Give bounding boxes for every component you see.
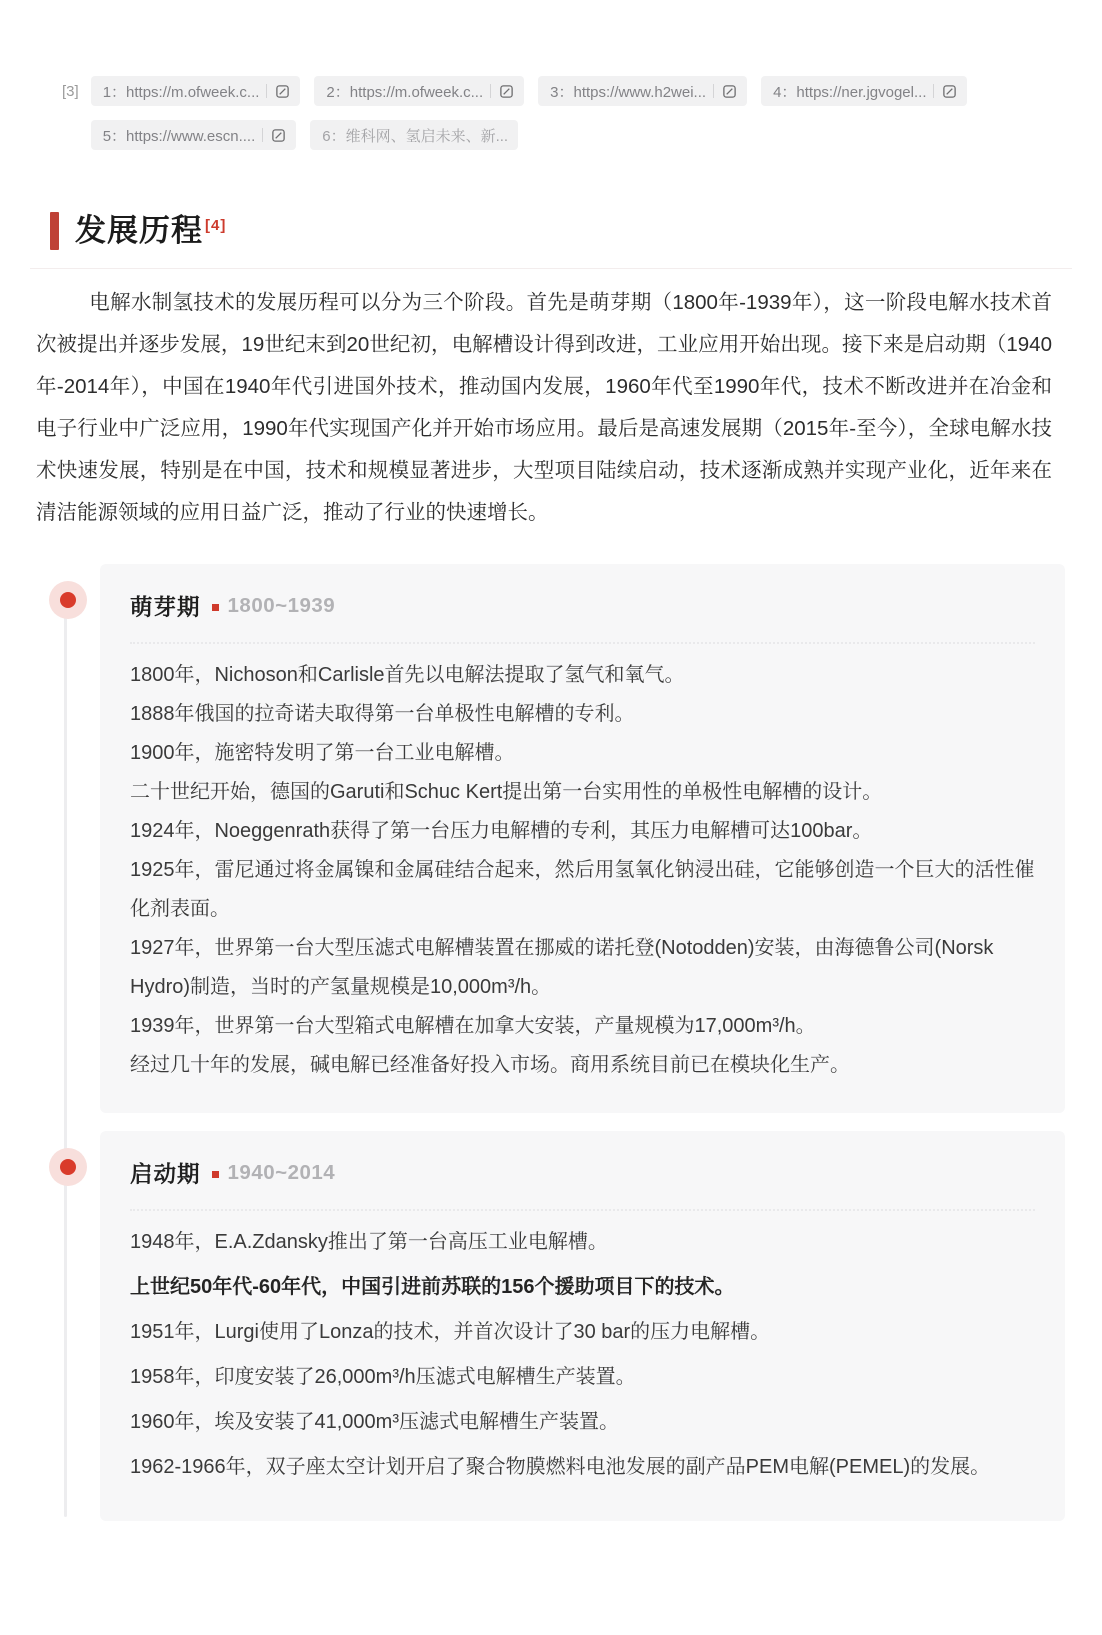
header-divider xyxy=(30,268,1072,269)
chip-divider xyxy=(713,84,714,98)
event-list xyxy=(130,1223,1035,1487)
timeline-item: 二十世纪开始，德国的Garuti和Schuc Kert提出第一台实用性的单极性电解槽的设计。 xyxy=(130,781,883,804)
timeline-item: 1925年，雷尼通过将金属镍和金属硅结合起来，然后用氢氧化钠浸出硅，它能够创造一个巨大的活性催化剂表面。 xyxy=(130,859,1035,921)
external-link-icon xyxy=(271,128,286,143)
intro-paragraph: 电解水制氢技术的发展历程可以分为三个阶段。首先是萌芽期（1800年-1939年），这一阶段电解水技术首次被提出并逐步发展，19世纪末到20世纪初，电解槽设计得到改进，工业应用开始出现。接下来是启动期（1940年-2014年），中国在1940年代引进国外技术，推动国内发展，1960年代至1990年代，技术不断改进并在冶金和电子行业中广泛应用，1990年代实现国产化并开始市场应用。最后是高速发展期（2015年-至今），全球电解水技术快速发展，特别是在中国，技术和规模显著进步，大型项目陆续启动，技术逐渐成熟并实现产业化，近年来在清洁能源领域的应用日益广泛，推动了行业的快速增长。 xyxy=(36,291,1052,525)
citation-link-text: 6：维科网、氢启未来、新... xyxy=(322,127,509,145)
citation-link-3[interactable] xyxy=(538,76,747,106)
stage-separator-square-icon xyxy=(212,1171,219,1178)
event-list xyxy=(130,656,1035,1085)
external-link-icon xyxy=(722,84,737,99)
citation-link-1[interactable] xyxy=(91,76,301,106)
citation-link-4[interactable] xyxy=(761,76,967,106)
timeline-item: 1939年，世界第一台大型箱式电解槽在加拿大安装，产量规模为17,000m³/h。 xyxy=(130,1015,816,1038)
timeline-item: 1800年，Nichoson和Carlisle首先以电解法提取了氢气和氧气。 xyxy=(130,664,685,687)
stage-date-range: 1800~1939 xyxy=(227,594,336,618)
references-bar xyxy=(62,76,1042,150)
card-divider xyxy=(130,1209,1035,1211)
stage-title: 萌芽期 xyxy=(130,595,201,621)
stage-separator-square-icon xyxy=(212,604,219,611)
timeline-item: 1960年，埃及安装了41,000m³压滤式电解槽生产装置。 xyxy=(130,1411,619,1434)
section-header xyxy=(50,210,1052,252)
chip-divider xyxy=(490,84,491,98)
citation-link-6[interactable] xyxy=(310,120,518,150)
external-link-icon xyxy=(275,84,290,99)
external-link-icon xyxy=(499,84,514,99)
timeline-card xyxy=(100,1131,1065,1521)
citation-chip-list xyxy=(91,76,1011,150)
citation-link-5[interactable] xyxy=(91,120,297,150)
stage-date-range: 1940~2014 xyxy=(227,1161,336,1185)
timeline-section-startup xyxy=(100,1131,1065,1521)
card-divider xyxy=(130,642,1035,644)
timeline-item: 1900年，施密特发明了第一台工业电解槽。 xyxy=(130,742,515,765)
timeline-rail xyxy=(64,606,67,1517)
timeline-item: 1958年，印度安装了26,000m³/h压滤式电解槽生产装置。 xyxy=(130,1366,636,1389)
external-link-icon xyxy=(942,84,957,99)
page-title-text: 发展历程 xyxy=(75,213,203,248)
stage-header xyxy=(130,1157,1035,1189)
citation-link-text: 1：https://m.ofweek.c... xyxy=(102,83,260,101)
timeline-section-germination xyxy=(100,564,1065,1113)
timeline-item: 1948年，E.A.Zdansky推出了第一台高压工业电解槽。 xyxy=(130,1231,608,1254)
timeline-item: 1962-1966年，双子座太空计划开启了聚合物膜燃料电池发展的副产品PEM电解(PEMEL)的发展。 xyxy=(130,1456,991,1479)
citation-ref[interactable]: [4] xyxy=(205,216,227,234)
timeline-dot-icon xyxy=(60,592,76,608)
timeline-card xyxy=(100,564,1065,1113)
citation-link-text: 4：https://ner.jgvogel... xyxy=(773,83,927,101)
timeline-item: 1927年，世界第一台大型压滤式电解槽装置在挪威的诺托登(Notodden)安装，由海德鲁公司(Norsk Hydro)制造，当时的产氢量规模是10,000m³/h。 xyxy=(130,937,994,999)
timeline-dot-icon xyxy=(60,1159,76,1175)
citation-link-text: 5：https://www.escn.... xyxy=(102,127,256,145)
timeline-item: 1888年俄国的拉奇诺夫取得第一台单极性电解槽的专利。 xyxy=(130,703,635,726)
timeline-item: 1951年，Lurgi使用了Lonza的技术，并首次设计了30 bar的压力电解槽。 xyxy=(130,1321,771,1344)
stage-header xyxy=(130,590,1035,622)
citation-link-text: 2：https://m.ofweek.c... xyxy=(326,83,484,101)
chip-divider xyxy=(933,84,934,98)
timeline-node-icon xyxy=(49,581,87,619)
timeline-item: 上世纪50年代-60年代，中国引进前苏联的156个援助项目下的技术。 xyxy=(130,1276,735,1299)
timeline-item: 经过几十年的发展，碱电解已经准备好投入市场。商用系统目前已在模块化生产。 xyxy=(130,1054,850,1077)
citation-link-2[interactable] xyxy=(314,76,524,106)
page-title xyxy=(75,210,226,252)
citation-link-text: 3：https://www.h2wei... xyxy=(550,83,707,101)
timeline xyxy=(0,564,1065,1521)
chip-divider xyxy=(266,84,267,98)
stage-title: 启动期 xyxy=(130,1162,201,1188)
references-label: [3] xyxy=(62,83,79,100)
timeline-item: 1924年，Noeggenrath获得了第一台压力电解槽的专利，其压力电解槽可达100bar。 xyxy=(130,820,873,843)
chip-divider xyxy=(262,128,263,142)
timeline-node-icon xyxy=(49,1148,87,1186)
heading-accent-bar xyxy=(50,212,59,250)
